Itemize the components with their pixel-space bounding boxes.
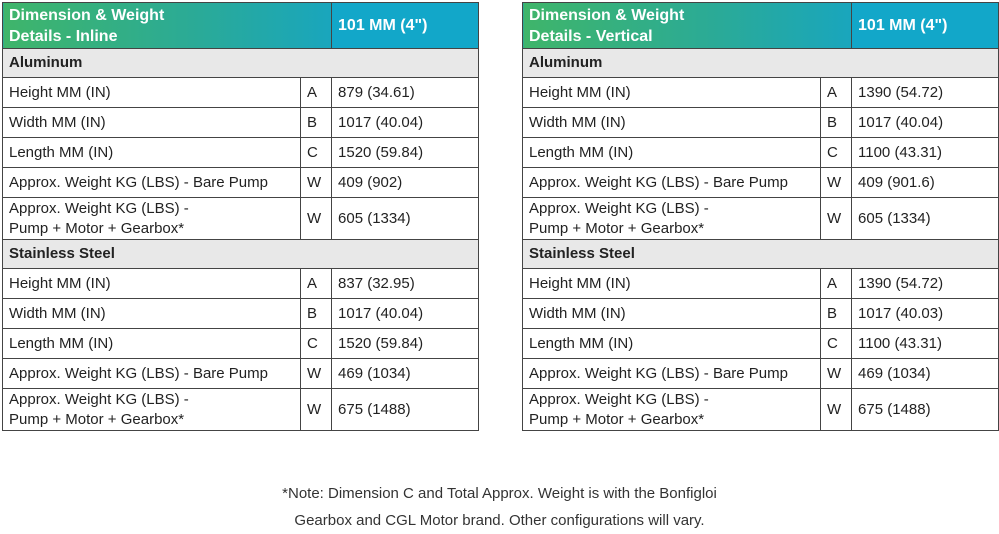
table-row	[3, 138, 479, 168]
row-label: Width MM (IN)	[523, 108, 821, 138]
table-header-row	[3, 3, 479, 49]
row-letter: B	[821, 108, 852, 138]
table-row	[523, 108, 999, 138]
table-title-line1: Dimension & Weight	[529, 6, 685, 24]
row-letter: W	[301, 359, 332, 389]
footnote-line2: Gearbox and CGL Motor brand. Other configurations will vary.	[294, 512, 705, 529]
size-header: 101 MM (4")	[332, 3, 479, 49]
row-label: Width MM (IN)	[3, 299, 301, 329]
row-value: 409 (901.6)	[852, 168, 999, 198]
table-row	[3, 269, 479, 299]
row-value: 605 (1334)	[332, 198, 479, 240]
inline-dimension-table	[2, 2, 479, 431]
row-value: 1017 (40.04)	[332, 299, 479, 329]
row-label: Height MM (IN)	[3, 269, 301, 299]
row-label: Height MM (IN)	[523, 78, 821, 108]
vertical-dimension-table	[522, 2, 999, 431]
row-letter: W	[821, 168, 852, 198]
row-letter: B	[301, 299, 332, 329]
table-row	[523, 269, 999, 299]
row-label: Approx. Weight KG (LBS) - Bare Pump	[3, 168, 301, 198]
footnote-line1: *Note: Dimension C and Total Approx. Weight is with the Bonfigloi	[282, 485, 717, 502]
row-letter: W	[301, 168, 332, 198]
row-label: Width MM (IN)	[523, 299, 821, 329]
row-label-line1: Approx. Weight KG (LBS) -	[529, 390, 709, 408]
section-title: Aluminum	[3, 49, 479, 78]
row-value: 1100 (43.31)	[852, 138, 999, 168]
section-header-row	[3, 49, 479, 78]
row-label-line1: Approx. Weight KG (LBS) -	[9, 390, 189, 408]
table-title-line1: Dimension & Weight	[9, 6, 165, 24]
row-letter: C	[301, 329, 332, 359]
section-header-row	[3, 240, 479, 269]
table-row	[523, 329, 999, 359]
table-title-line2: Details - Vertical	[529, 27, 653, 45]
row-value: 409 (902)	[332, 168, 479, 198]
row-value: 837 (32.95)	[332, 269, 479, 299]
row-label: Length MM (IN)	[523, 329, 821, 359]
row-value: 1017 (40.03)	[852, 299, 999, 329]
section-title: Stainless Steel	[3, 240, 479, 269]
table-row	[523, 359, 999, 389]
row-value: 1520 (59.84)	[332, 138, 479, 168]
table-row	[3, 168, 479, 198]
row-value: 879 (34.61)	[332, 78, 479, 108]
row-value: 1520 (59.84)	[332, 329, 479, 359]
row-letter: W	[821, 389, 852, 431]
row-letter: C	[301, 138, 332, 168]
table-row	[523, 168, 999, 198]
table-row	[523, 299, 999, 329]
row-letter: C	[821, 329, 852, 359]
row-letter: W	[301, 389, 332, 431]
row-label	[523, 198, 821, 240]
row-letter: A	[821, 269, 852, 299]
section-header-row	[523, 49, 999, 78]
size-header: 101 MM (4")	[852, 3, 999, 49]
table-title	[3, 3, 332, 49]
table-row	[523, 198, 999, 240]
row-label: Length MM (IN)	[523, 138, 821, 168]
table-header-row	[523, 3, 999, 49]
row-letter: B	[301, 108, 332, 138]
row-value: 1017 (40.04)	[852, 108, 999, 138]
row-value: 1390 (54.72)	[852, 269, 999, 299]
row-label: Approx. Weight KG (LBS) - Bare Pump	[523, 359, 821, 389]
row-label-line2: Pump + Motor + Gearbox*	[529, 219, 705, 237]
row-label-line2: Pump + Motor + Gearbox*	[529, 410, 705, 428]
row-value: 605 (1334)	[852, 198, 999, 240]
row-label: Width MM (IN)	[3, 108, 301, 138]
row-letter: A	[301, 269, 332, 299]
row-label	[523, 389, 821, 431]
row-value: 1100 (43.31)	[852, 329, 999, 359]
row-letter: A	[821, 78, 852, 108]
table-row	[3, 198, 479, 240]
table-title	[523, 3, 852, 49]
row-letter: W	[301, 198, 332, 240]
table-row	[523, 78, 999, 108]
row-value: 1390 (54.72)	[852, 78, 999, 108]
table-row	[3, 359, 479, 389]
row-value: 469 (1034)	[332, 359, 479, 389]
section-title: Aluminum	[523, 49, 999, 78]
table-row	[3, 299, 479, 329]
table-title-line2: Details - Inline	[9, 27, 118, 45]
row-value: 1017 (40.04)	[332, 108, 479, 138]
table-row	[3, 108, 479, 138]
row-label-line2: Pump + Motor + Gearbox*	[9, 219, 185, 237]
table-row	[523, 389, 999, 431]
row-letter: B	[821, 299, 852, 329]
row-label	[3, 389, 301, 431]
row-label: Approx. Weight KG (LBS) - Bare Pump	[3, 359, 301, 389]
row-value: 675 (1488)	[852, 389, 999, 431]
row-value: 675 (1488)	[332, 389, 479, 431]
table-row	[523, 138, 999, 168]
section-title: Stainless Steel	[523, 240, 999, 269]
row-label: Approx. Weight KG (LBS) - Bare Pump	[523, 168, 821, 198]
row-label-line1: Approx. Weight KG (LBS) -	[9, 199, 189, 217]
row-letter: W	[821, 359, 852, 389]
table-row	[3, 78, 479, 108]
footnote	[0, 480, 999, 534]
row-letter: W	[821, 198, 852, 240]
row-label: Height MM (IN)	[3, 78, 301, 108]
table-row	[3, 389, 479, 431]
row-label-line2: Pump + Motor + Gearbox*	[9, 410, 185, 428]
row-label: Length MM (IN)	[3, 138, 301, 168]
row-value: 469 (1034)	[852, 359, 999, 389]
row-label: Length MM (IN)	[3, 329, 301, 359]
row-label-line1: Approx. Weight KG (LBS) -	[529, 199, 709, 217]
row-label	[3, 198, 301, 240]
section-header-row	[523, 240, 999, 269]
row-letter: A	[301, 78, 332, 108]
table-row	[3, 329, 479, 359]
row-letter: C	[821, 138, 852, 168]
row-label: Height MM (IN)	[523, 269, 821, 299]
